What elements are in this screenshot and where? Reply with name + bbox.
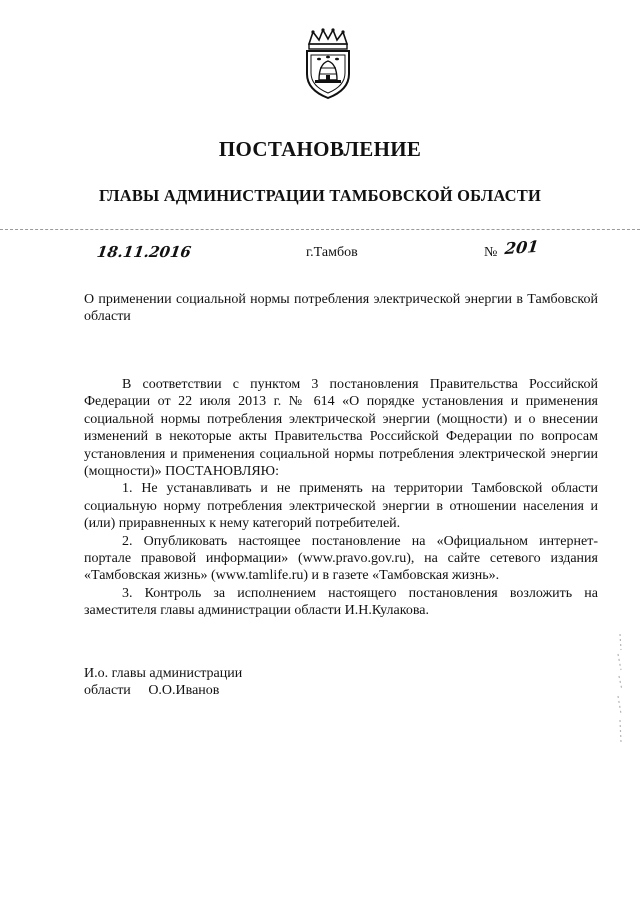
document-subtitle: ГЛАВЫ АДМИНИСТРАЦИИ ТАМБОВСКОЙ ОБЛАСТИ xyxy=(99,186,541,205)
item-3-paragraph: 3. Контроль за исполнением настоящего постановления возложить на заместителя главы администрации области И.Н.Кулакова. xyxy=(84,585,598,619)
document-number: 201 xyxy=(503,236,540,259)
margin-stamp-mark xyxy=(612,630,626,750)
signatory-name: О.О.Иванов xyxy=(148,683,220,698)
preamble-paragraph: В соответствии с пунктом 3 постановления Правительства Российской Федерации от 22 июля 2013 г. № 614 «О порядке установления и применения социальной нормы потребления электрической энергии (мощности) и о внесении изменений в некоторые акты Правительства Российской Федерации по вопросам установления и применения социальной нормы потребления электрической энергии (мощности)» ПОСТАНОВЛЯЮ: xyxy=(84,377,598,480)
document-subject: О применении социальной нормы потребления электрической энергии в Тамбовской области xyxy=(84,292,598,324)
signatory-position-line1: И.о. главы администрации xyxy=(84,666,243,681)
item-2-paragraph: 2. Опубликовать настоящее постановление на «Официальном интернет-портале правовой информации» (www.pravo.gov.ru), на сайте сетевого издания «Тамбовская жизнь» (www.tamlife.ru) и в газете «Тамбовская жизнь». xyxy=(84,533,598,584)
signatory-position-line2: области xyxy=(84,683,131,698)
document-body xyxy=(84,376,598,620)
item-1-paragraph: 1. Не устанавливать и не применять на территории Тамбовской области социальную норму потребления электрической энергии в отношении населения и (или) приравненных к нему категорий потребителей. xyxy=(84,481,598,532)
document-title: ПОСТАНОВЛЕНИЕ xyxy=(218,137,422,161)
document-city: г.Тамбов xyxy=(306,245,358,260)
header-divider xyxy=(0,229,640,230)
document-number-label: № xyxy=(484,245,498,260)
tambov-coat-of-arms-icon xyxy=(299,28,357,100)
signatory-position-line2-row xyxy=(84,682,242,699)
document-date: 18.11.2016 xyxy=(95,243,193,261)
signature-block xyxy=(84,665,242,699)
